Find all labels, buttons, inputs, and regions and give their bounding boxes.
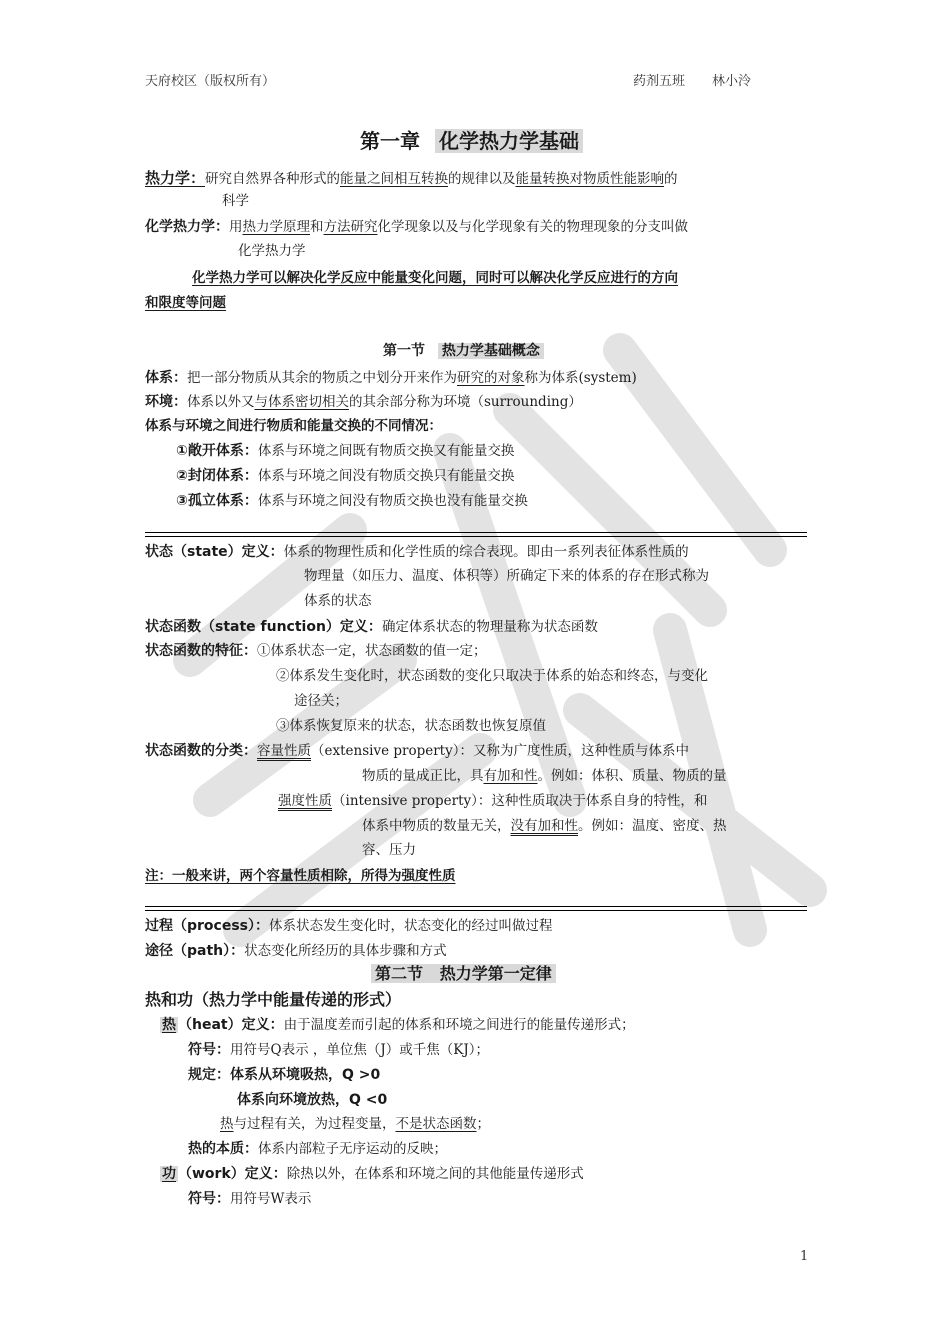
env-line xyxy=(145,390,582,414)
state-term: 状态（state）定义： xyxy=(145,544,284,560)
features-line-1 xyxy=(145,639,487,663)
env-text: 体系以外又 xyxy=(187,394,255,410)
section1-label: 第一节 xyxy=(383,343,425,359)
heat-word: 热 xyxy=(220,1116,234,1132)
classes-line-1 xyxy=(145,739,689,763)
feature-1: ①体系状态一定，状态函数的值一定； xyxy=(257,643,487,659)
chemthermo-underline-2: 方法研究 xyxy=(323,219,378,235)
chemthermo-underline-1: 热力学原理 xyxy=(242,219,310,235)
section1-title xyxy=(383,340,544,360)
closed-system-text: 体系与环境之间没有物质交换只有能量交换 xyxy=(257,468,515,484)
isolated-system-term: ③孤立体系： xyxy=(176,493,258,509)
thermo-text: 研究自然界各种形式的 xyxy=(205,171,341,187)
heat-rule-line-1 xyxy=(188,1063,380,1087)
system-line xyxy=(145,366,637,390)
thermo-line-1 xyxy=(145,166,678,191)
feature-3: ③体系恢复原来的状态，状态函数也恢复原值 xyxy=(276,718,546,734)
state-text: 体系的物理性质和化学性质的综合表现。即由一系列表征体系性质的 xyxy=(283,544,689,560)
heat-rule-release: 体系向环境放热，Q <0 xyxy=(237,1092,388,1108)
thermo-underline-2: 能量转换对物质性能影响 xyxy=(515,171,665,187)
state-line-2: 物理量（如压力、温度、体积等）所确定下来的体系的存在形式称为 xyxy=(304,568,709,584)
section2-title xyxy=(371,962,556,986)
note1-line-2: 和限度等问题 xyxy=(145,295,226,311)
section1-name: 热力学基础概念 xyxy=(438,343,544,359)
thermo-underline-1: 能量之间相互转换 xyxy=(340,171,449,187)
heat-symbol-line xyxy=(188,1038,489,1062)
system-text: 把一部分物质从其余的物质之中划分开来作为 xyxy=(187,370,457,386)
closed-system-term: ②封闭体系： xyxy=(176,468,258,484)
work-def-line xyxy=(160,1162,584,1186)
chemthermo-line-2: 化学热力学 xyxy=(238,243,306,259)
heat-rule-label: 规定： xyxy=(188,1067,230,1083)
process-term: 过程（process）： xyxy=(145,918,270,934)
path-line xyxy=(145,939,447,963)
chemthermo-term: 化学热力学： xyxy=(145,219,229,235)
statefn-line xyxy=(145,615,598,639)
chemthermo-text: 用 xyxy=(229,219,243,235)
classes-line-3 xyxy=(278,789,707,813)
intensive-example: 。例如：温度、密度、热 xyxy=(578,818,727,834)
note1-line-1: 化学热力学可以解决化学反应中能量变化问题，同时可以解决化学反应进行的方向 xyxy=(192,270,678,286)
note2: 注：一般来讲，两个容量性质相除，所得为强度性质 xyxy=(145,868,456,884)
heat-rule-absorb: 体系从环境吸热，Q >0 xyxy=(230,1067,381,1083)
intensive-nonadditive: 没有加和性 xyxy=(510,818,578,834)
heat-term: 热 xyxy=(162,1017,176,1033)
divider xyxy=(145,536,807,537)
heat-def-label: （heat）定义： xyxy=(178,1017,284,1033)
heat-work-heading: 热和功（热力学中能量传递的形式） xyxy=(145,990,402,1009)
work-symbol-label: 符号： xyxy=(188,1191,230,1207)
work-def: 除热以外，在体系和环境之间的其他能量传递形式 xyxy=(286,1166,584,1182)
intensive-term: 强度性质 xyxy=(278,793,332,809)
chapter-name: 化学热力学基础 xyxy=(435,129,583,153)
features-term: 状态函数的特征： xyxy=(145,643,257,659)
divider xyxy=(145,910,807,911)
env-text: 的其余部分称为环境（surrounding） xyxy=(349,394,582,410)
process-line xyxy=(145,914,553,938)
extensive-text: （extensive property）：又称为广度性质，这种性质与体系中 xyxy=(311,743,689,759)
heat-nature: 体系内部粒子无序运动的反映； xyxy=(258,1141,447,1157)
header-campus: 天府校区（版权所有） xyxy=(145,74,276,89)
system-underline: 研究的对象 xyxy=(457,370,525,386)
chapter-label: 第一章 xyxy=(360,129,420,153)
isolated-system-text: 体系与环境之间没有物质交换也没有能量交换 xyxy=(257,493,528,509)
section2-name: 热力学第一定律 xyxy=(439,964,552,983)
heat-symbol: 用符号Q表示 ，单位焦（J）或千焦（KJ）； xyxy=(230,1042,490,1058)
path-text: 状态变化所经历的具体步骤和方式 xyxy=(244,943,447,959)
heat-def: 由于温度差而引起的体系和环境之间进行的能量传递形式； xyxy=(283,1017,635,1033)
thermo-term: 热力学： xyxy=(145,169,206,187)
process-text: 体系状态发生变化时，状态变化的经过叫做过程 xyxy=(269,918,553,934)
heat-nature-line xyxy=(188,1137,447,1161)
exchange-item-isolated xyxy=(176,489,528,513)
header-class: 药剂五班 xyxy=(633,74,686,89)
chemthermo-line-1 xyxy=(145,215,688,239)
open-system-term: ①敞开体系： xyxy=(176,443,258,459)
work-def-label: （work）定义： xyxy=(178,1166,287,1182)
thermo-text: 的 xyxy=(664,171,678,187)
divider xyxy=(145,532,807,533)
classes-line-5: 容、压力 xyxy=(362,842,416,858)
system-text: 称为体系(system) xyxy=(524,370,637,386)
work-symbol: 用符号W表示 xyxy=(230,1191,312,1207)
section2-shade xyxy=(371,964,556,983)
work-term: 功 xyxy=(162,1166,176,1182)
exchange-item-open xyxy=(176,439,514,463)
classes-line-4 xyxy=(362,814,727,838)
extensive-example: 。例如：体积、质量、物质的量 xyxy=(537,768,727,784)
exchange-title: 体系与环境之间进行物质和能量交换的不同情况： xyxy=(145,418,442,434)
heat-not-state-fn: 不是状态函数 xyxy=(395,1116,477,1132)
open-system-text: 体系与环境之间既有物质交换又有能量交换 xyxy=(257,443,515,459)
divider xyxy=(145,906,807,907)
page-number: 1 xyxy=(800,1249,809,1264)
statefn-text: 确定体系状态的物理量称为状态函数 xyxy=(381,619,598,635)
chapter-title xyxy=(360,126,583,156)
chemthermo-text: 化学现象以及与化学现象有关的物理现象的分支叫做 xyxy=(377,219,688,235)
chemthermo-text: 和 xyxy=(310,219,324,235)
exchange-item-closed xyxy=(176,464,514,488)
statefn-term: 状态函数（state function）定义： xyxy=(145,619,382,635)
extensive-text: 物质的量成正比，具 xyxy=(362,768,484,784)
feature-2a: ②体系发生变化时，状态函数的变化只取决于体系的始态和终态，与变化 xyxy=(276,668,708,684)
state-line-1 xyxy=(145,540,689,564)
intensive-text: （intensive property）：这种性质取决于体系自身的特性，和 xyxy=(332,793,708,809)
heat-variable-end: ； xyxy=(476,1116,490,1132)
heat-def-line xyxy=(160,1013,635,1037)
state-line-3: 体系的状态 xyxy=(304,593,372,609)
env-underline: 与体系密切相关 xyxy=(254,394,349,410)
classes-line-2 xyxy=(362,764,727,788)
env-term: 环境： xyxy=(145,394,187,410)
heat-variable-line xyxy=(220,1112,490,1136)
header-author: 林小泠 xyxy=(712,74,752,89)
heat-symbol-label: 符号： xyxy=(188,1042,230,1058)
extensive-additive: 有加和性 xyxy=(483,768,538,784)
path-term: 途径（path）： xyxy=(145,943,245,959)
heat-nature-label: 热的本质： xyxy=(188,1141,258,1157)
system-term: 体系： xyxy=(145,370,187,386)
work-symbol-line xyxy=(188,1187,311,1211)
heat-variable-text: 与过程有关，为过程变量， xyxy=(233,1116,396,1132)
intensive-text: 体系中物质的数量无关， xyxy=(362,818,511,834)
thermo-line-2: 科学 xyxy=(222,193,249,209)
extensive-term: 容量性质 xyxy=(257,743,311,759)
thermo-text: 的规律以及 xyxy=(448,171,516,187)
feature-2b: 途径关； xyxy=(294,693,348,709)
section2-label: 第二节 xyxy=(375,964,424,983)
classes-term: 状态函数的分类： xyxy=(145,743,257,759)
